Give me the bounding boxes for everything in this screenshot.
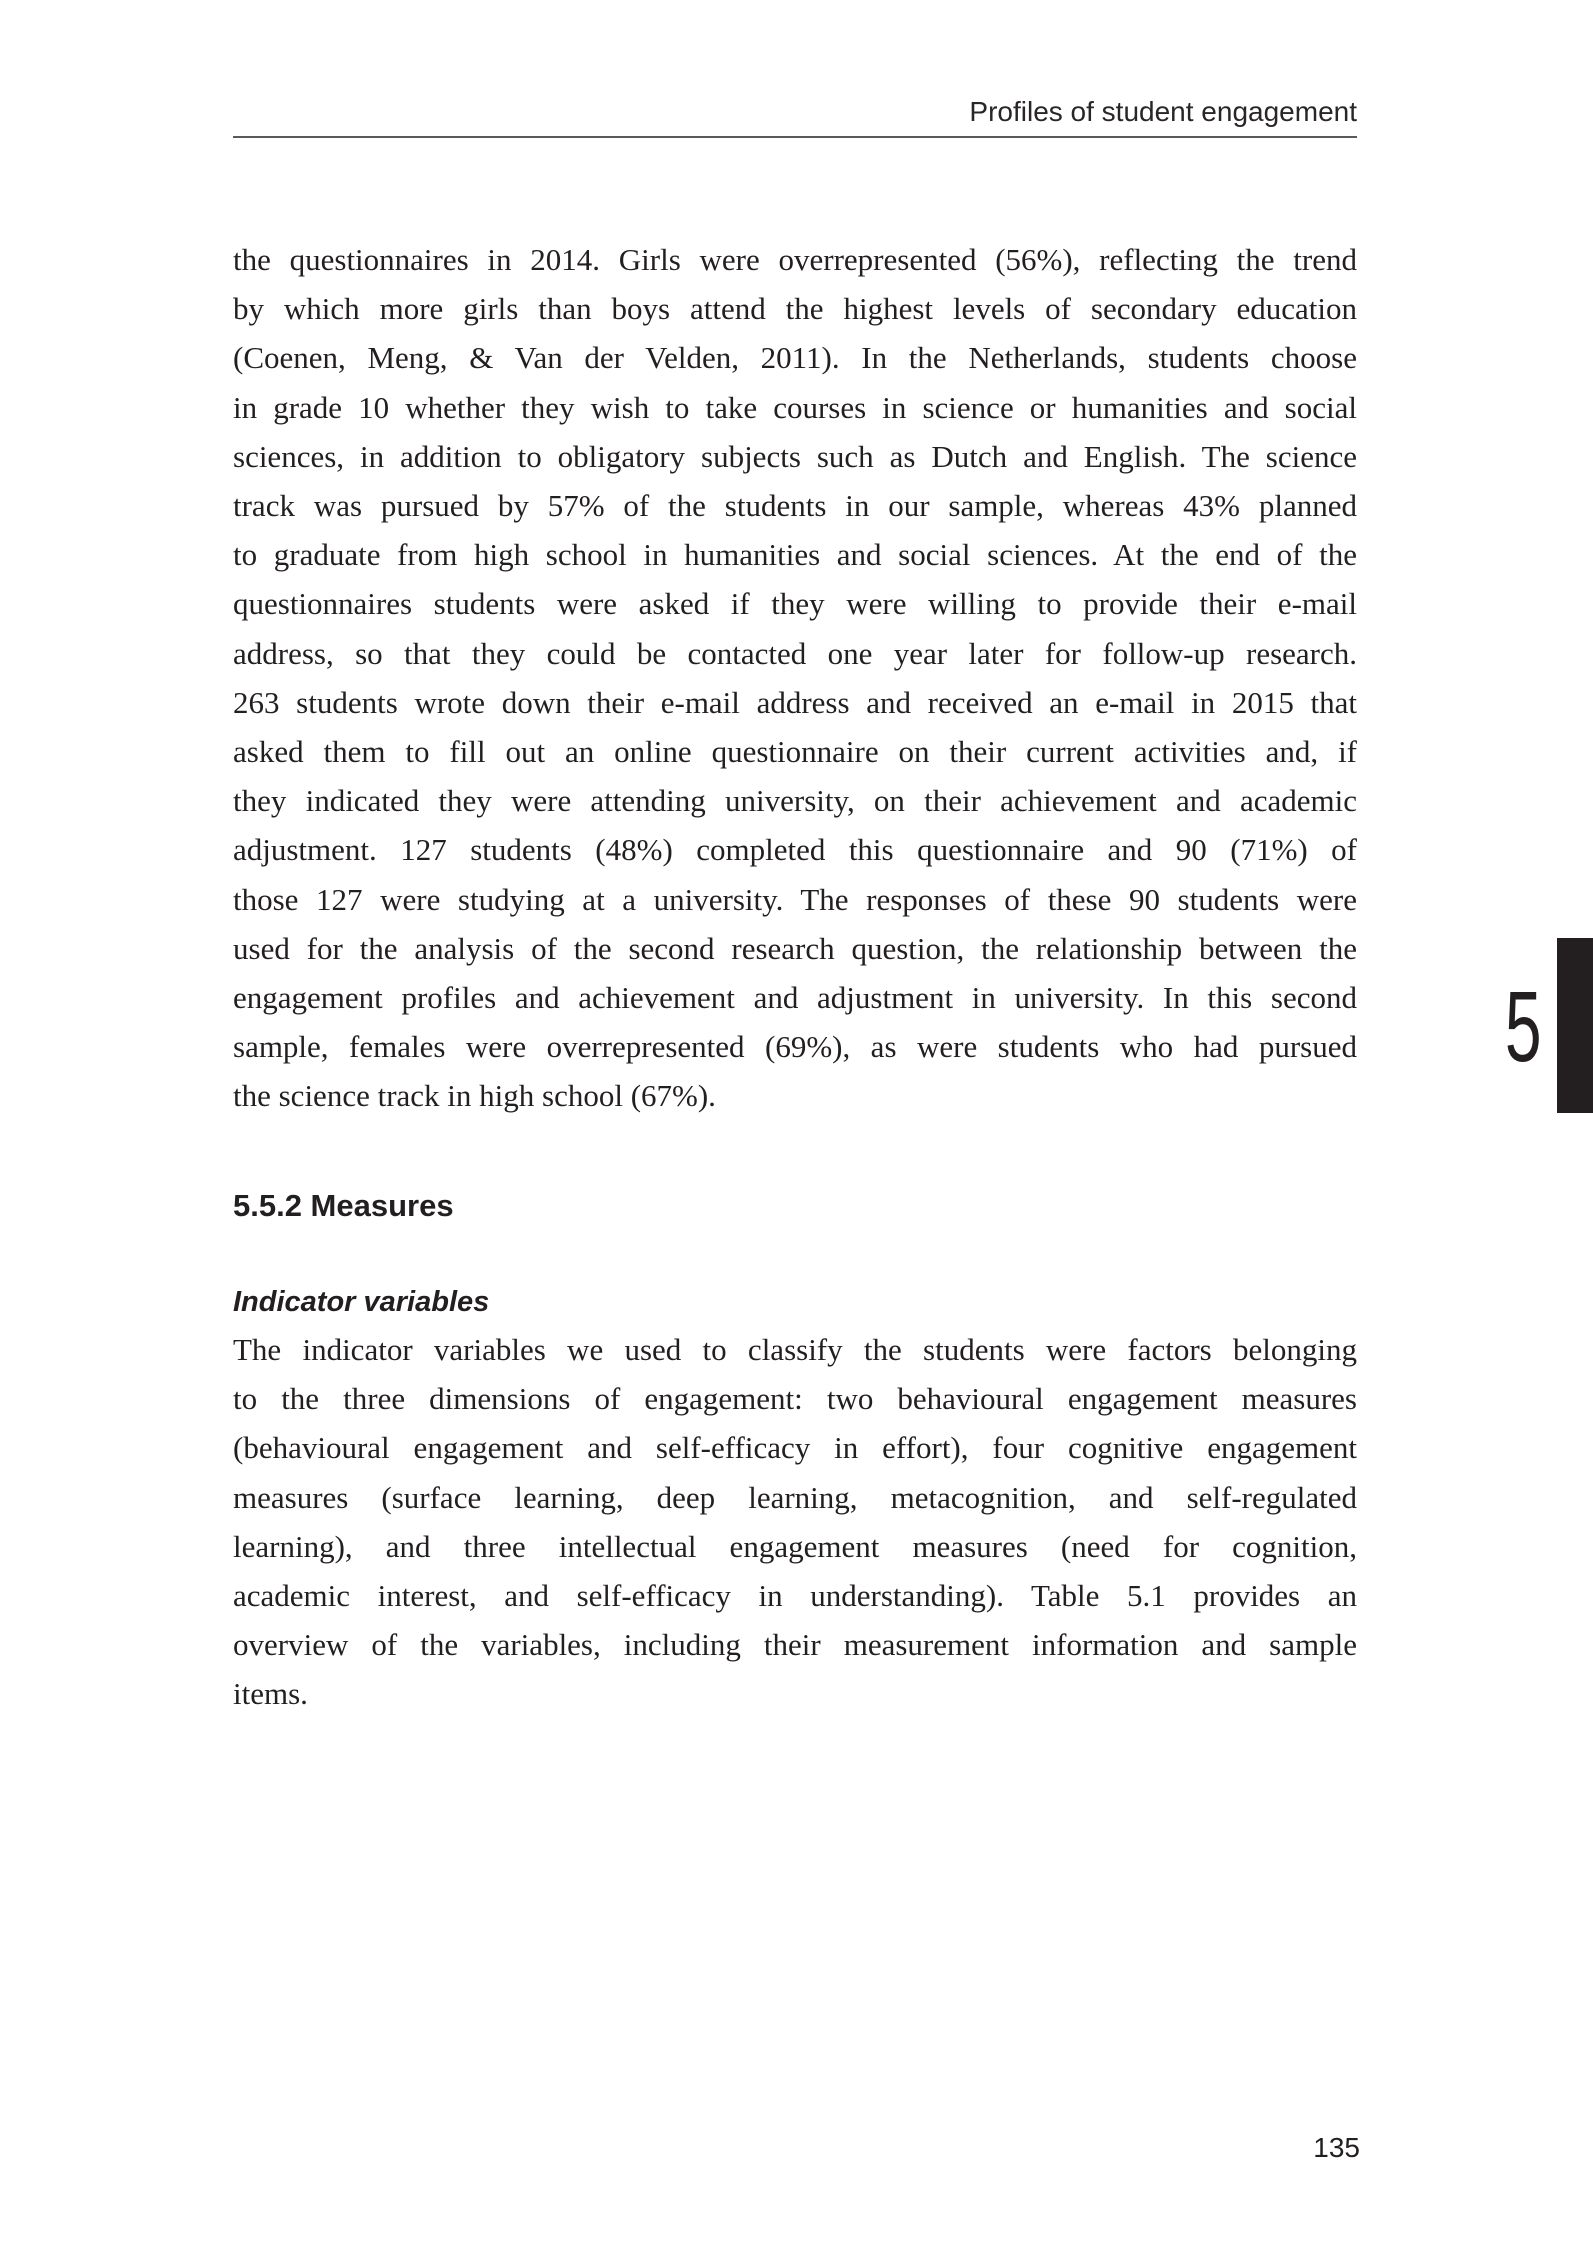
section-heading-measures: 5.5.2 Measures [233, 1188, 454, 1223]
text-line: the questionnaires in 2014. Girls were overrepresented (56%), reflecting the trend [233, 242, 1357, 277]
text-line: learning), and three intellectual engagement measures (need for cognition, [233, 1528, 1357, 1564]
text-line: sciences, in addition to obligatory subjects such as Dutch and English. The science [233, 438, 1357, 474]
running-header-title: Profiles of student engagement [969, 96, 1357, 127]
text-line: in grade 10 whether they wish to take courses in science or humanities and social [233, 389, 1357, 425]
paragraph-indicator-variables [233, 1325, 1357, 1719]
text-line: academic interest, and self-efficacy in understanding). Table 5.1 provides an [233, 1578, 1357, 1614]
text-line: track was pursued by 57% of the students in our sample, whereas 43% planned [233, 488, 1357, 524]
text-line: they indicated they were attending university, on their achievement and academic [233, 783, 1357, 819]
subsection-heading-indicator-variables: Indicator variables [233, 1286, 490, 1318]
text-line: those 127 were studying at a university. The responses of these 90 students were [233, 881, 1357, 917]
text-line: measures (surface learning, deep learning, metacognition, and self-regulated [233, 1479, 1357, 1515]
text-line: engagement profiles and achievement and adjustment in university. In this second [233, 980, 1357, 1016]
text-line: items. [233, 1676, 308, 1712]
text-line: questionnaires students were asked if they were willing to provide their e-mail [233, 586, 1357, 622]
text-line: 263 students wrote down their e-mail address and received an e-mail in 2015 that [233, 684, 1357, 720]
text-line: the science track in high school (67%). [233, 1078, 716, 1114]
text-line: The indicator variables we used to classify the students were factors belonging [233, 1332, 1357, 1367]
text-line: address, so that they could be contacted one year later for follow-up research. [233, 635, 1357, 671]
text-line: (behavioural engagement and self-efficacy in effort), four cognitive engagement [233, 1430, 1357, 1466]
chapter-tab-marker [1557, 938, 1593, 1113]
text-line: asked them to fill out an online questionnaire on their current activities and, if [233, 734, 1357, 770]
paragraph-sample-description [233, 235, 1357, 1121]
text-line: overview of the variables, including their measurement information and sample [233, 1627, 1357, 1663]
chapter-number: 5 [1505, 971, 1542, 1083]
text-line: to the three dimensions of engagement: two behavioural engagement measures [233, 1381, 1357, 1417]
header-rule [233, 136, 1357, 138]
page-number: 135 [1313, 2132, 1360, 2163]
text-line: by which more girls than boys attend the highest levels of secondary education [233, 291, 1357, 327]
text-line: (Coenen, Meng, & Van der Velden, 2011). In the Netherlands, students choose [233, 340, 1357, 376]
text-line: sample, females were overrepresented (69%), as were students who had pursued [233, 1029, 1357, 1065]
text-line: adjustment. 127 students (48%) completed this questionnaire and 90 (71%) of [233, 832, 1357, 868]
text-line: to graduate from high school in humanities and social sciences. At the end of the [233, 537, 1357, 573]
text-line: used for the analysis of the second research question, the relationship between the [233, 930, 1357, 966]
